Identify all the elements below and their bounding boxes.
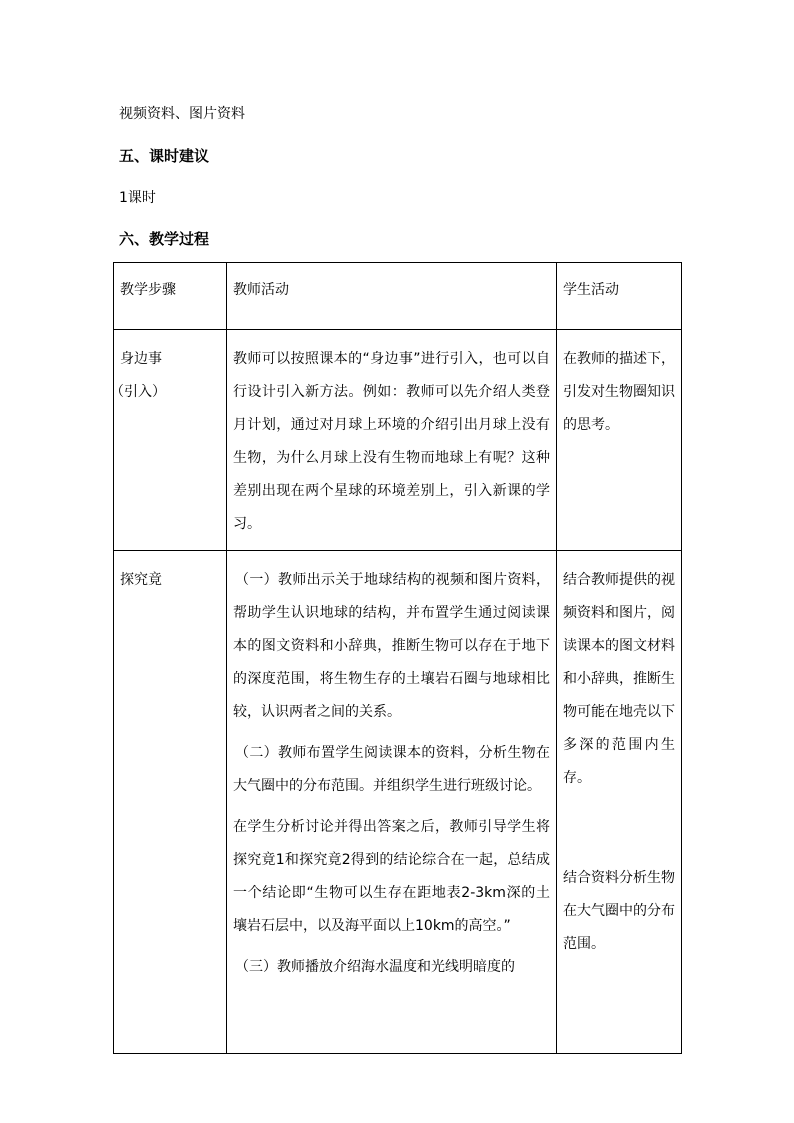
header-teacher: 教师活动 (227, 263, 557, 330)
table-row (114, 551, 682, 1054)
header-step: 教学步骤 (114, 263, 227, 330)
step-cell (110, 330, 227, 551)
teacher-paragraph: 在学生分析讨论并得出答案之后，教师引导学生将探究竟1和探究竟2得到的结论综合在一起，总结成一个结论即“生物可以生存在距地表2-3km深的土壤岩石层中，以及海平面以上10km的高空。” (233, 819, 550, 934)
intro-line: 视频资料、图片资料 (119, 106, 245, 122)
lesson-process-table (110, 262, 682, 1054)
step-sublabel: （引入） (110, 384, 166, 400)
section6-heading: 六、教学过程 (119, 230, 210, 248)
step-cell (114, 551, 227, 1054)
teacher-activity-cell: 教师可以按照课本的“身边事”进行引入，也可以自行设计引入新方法。例如：教师可以先介绍人类登月计划，通过对月球上环境的介绍引出月球上没有生物，为什么月球上没有生物而地球上有呢？这种差别出现在两个星球的环境差别上，引入新课的学习。 (227, 330, 557, 551)
step-label: 身边事 (120, 351, 162, 367)
section5-heading: 五、课时建议 (119, 147, 210, 165)
student-paragraph: 结合教师提供的视频资料和图片，阅读课本的图文材料和小辞典，推断生物可能在地壳以下多深的范围内生存。 (563, 572, 675, 786)
section5-text: 1课时 (119, 190, 156, 206)
table-header-row (114, 263, 682, 330)
spacer (563, 795, 675, 862)
table-row (114, 330, 682, 551)
teacher-paragraph: （一）教师出示关于地球结构的视频和图片资料，帮助学生认识地球的结构，并布置学生通过阅读课本的图文资料和小辞典，推断生物可以存在于地下的深度范围，将生物生存的土壤岩石圈与地球相比较，认识两者之间的关系。 (233, 572, 550, 720)
student-paragraph: 结合资料分析生物在大气圈中的分布范围。 (563, 870, 675, 952)
teacher-paragraph: （三）教师播放介绍海水温度和光线明暗度的 (235, 959, 515, 975)
header-student: 学生活动 (557, 263, 682, 330)
teacher-paragraph: （二）教师布置学生阅读课本的资料，分析生物在大气圈中的分布范围。并组织学生进行班级讨论。 (233, 745, 550, 794)
step-label: 探究竟 (120, 572, 162, 588)
student-activity-cell: 在教师的描述下，引发对生物圈知识的思考。 (557, 330, 682, 551)
teacher-activity-cell (227, 551, 557, 1054)
student-activity-cell (557, 551, 682, 1054)
